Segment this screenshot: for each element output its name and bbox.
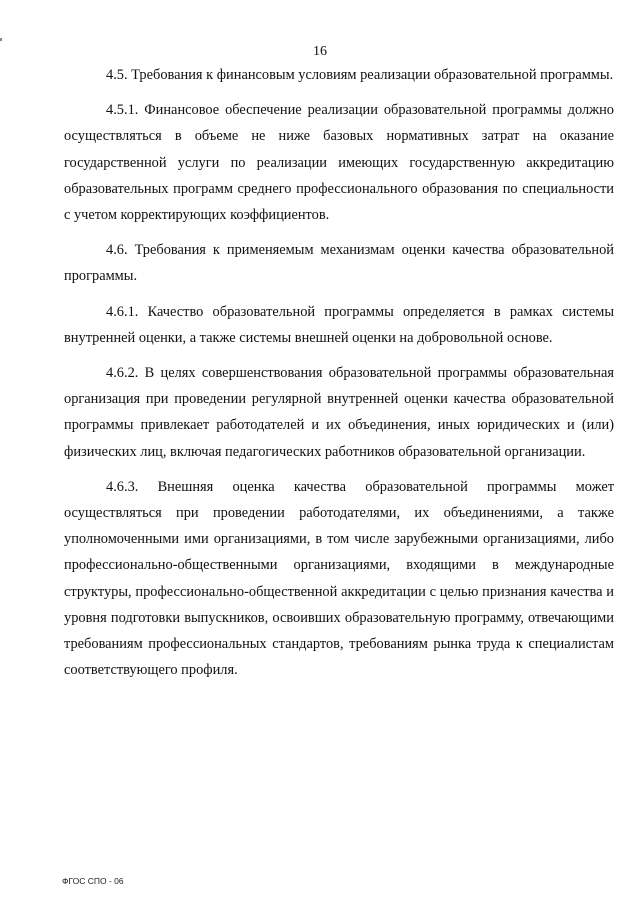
paragraph-4-6-2: 4.6.2. В целях совершенствования образовательной программы образовательная организация при проведении регулярной внутренней оценки качества образовательной программы привлекает работодателей и их объединения, иных юридических и (или) физических лиц, включая педагогических работников образовательной организации.	[64, 365, 614, 460]
document-body	[64, 62, 614, 692]
page-number: 16	[313, 44, 327, 59]
paragraph-4-6-1: 4.6.1. Качество образовательной программы определяется в рамках системы внутренней оценки, а также системы внешней оценки на добровольной основе.	[64, 303, 614, 346]
paragraph-4-6: 4.6. Требования к применяемым механизмам оценки качества образовательной программы.	[64, 242, 614, 285]
scan-edge-mark	[0, 38, 2, 41]
paragraph-4-5: 4.5. Требования к финансовым условиям реализации образовательной программы.	[106, 67, 614, 83]
paragraph-4-5-1: 4.5.1. Финансовое обеспечение реализации образовательной программы должно осуществляться в объеме не ниже базовых нормативных затрат на оказание государственной услуги по реализации имеющих государственную аккредитацию образовательных программ среднего профессионального образования по специальности с учетом корректирующих коэффициентов.	[64, 102, 614, 224]
footer-doc-code: ФГОС СПО - 06	[62, 876, 124, 886]
paragraph-4-6-3: 4.6.3. Внешняя оценка качества образовательной программы может осуществляться при проведении работодателями, их объединениями, а также уполномоченными ими организациями, в том числе зарубежными организациями, либо профессионально-общественными организациями, входящими в международные структуры, профессионально-общественной аккредитации с целью признания качества и уровня подготовки выпускников, освоивших образовательную программу, отвечающими требованиям профессиональных стандартов, требованиям рынка труда к специалистам соответствующего профиля.	[64, 478, 614, 679]
